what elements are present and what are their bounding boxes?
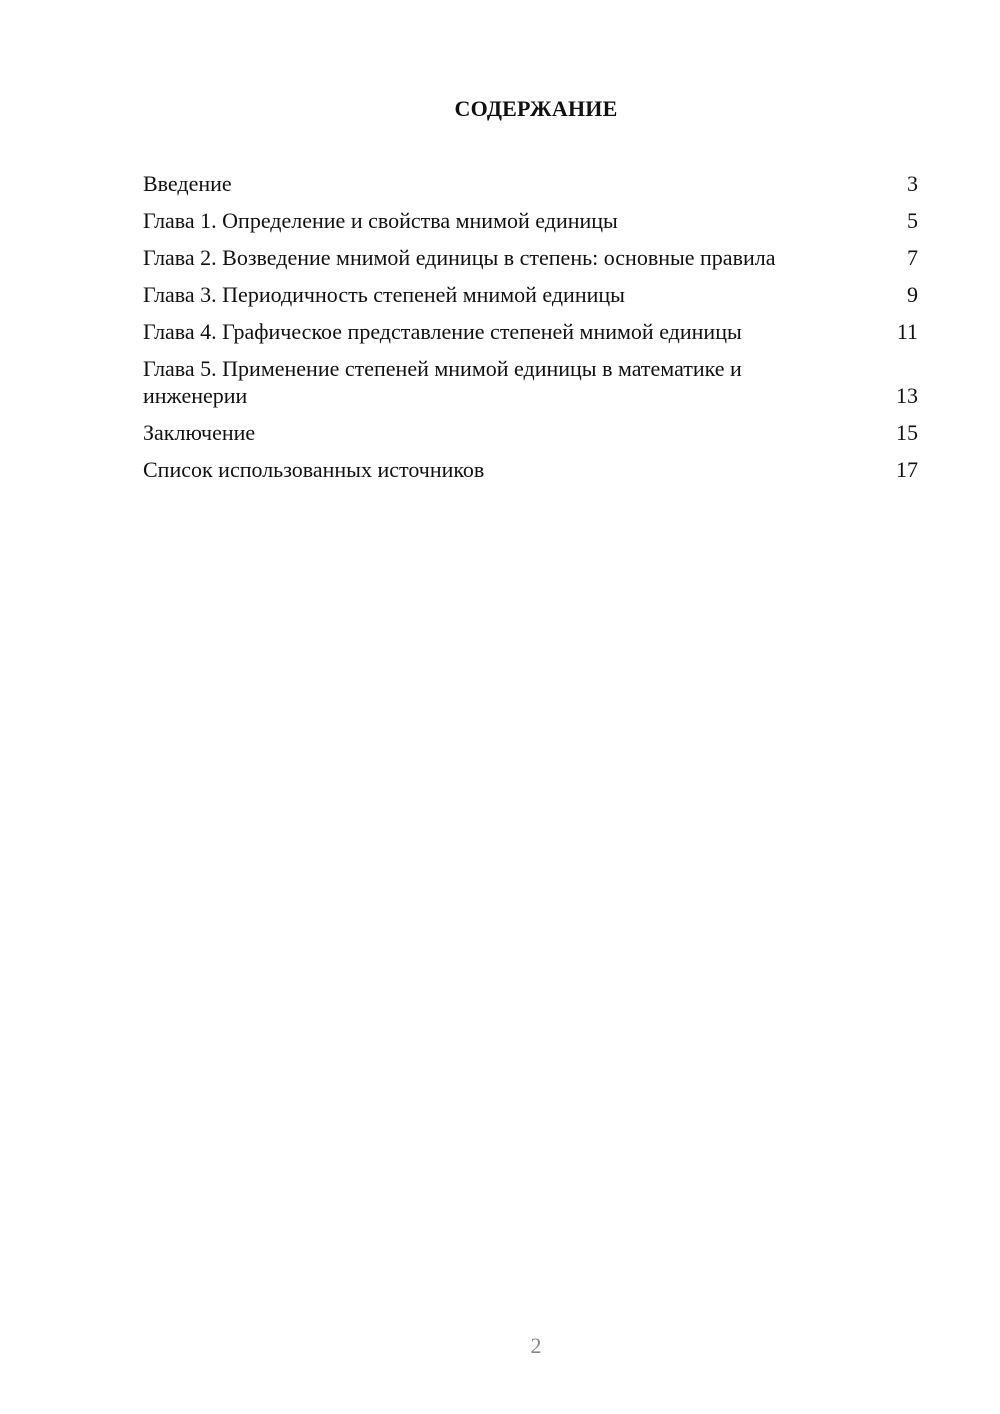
toc-entry-chapter-1 bbox=[143, 207, 918, 234]
toc-entry-page: 5 bbox=[907, 208, 918, 233]
toc-entry-page: 13 bbox=[896, 383, 918, 408]
toc-entry-chapter-5 bbox=[143, 355, 918, 409]
toc-entry-page: 7 bbox=[907, 245, 918, 270]
toc-entry-label: Глава 4. Графическое представление степеней мнимой единицы bbox=[143, 319, 742, 344]
table-of-contents bbox=[143, 170, 918, 493]
toc-entry-chapter-4 bbox=[143, 318, 918, 345]
toc-entry-label: Глава 5. Применение степеней мнимой единицы в математике и инженерии bbox=[143, 356, 742, 408]
page-number: 2 bbox=[530, 1333, 542, 1358]
toc-entry-label: Глава 2. Возведение мнимой единицы в степень: основные правила bbox=[143, 245, 776, 270]
toc-entry-introduction bbox=[143, 170, 918, 197]
toc-entry-label: Заключение bbox=[143, 420, 256, 445]
toc-entry-label: Список использованных источников bbox=[143, 457, 485, 482]
toc-entry-label: Глава 3. Периодичность степеней мнимой единицы bbox=[143, 282, 625, 307]
toc-entry-page: 9 bbox=[907, 282, 918, 307]
toc-entry-label: Глава 1. Определение и свойства мнимой единицы bbox=[143, 208, 618, 233]
toc-entry-chapter-3 bbox=[143, 281, 918, 308]
toc-entry-page: 17 bbox=[896, 457, 918, 482]
toc-entry-label: Введение bbox=[143, 171, 232, 196]
toc-entry-conclusion bbox=[143, 419, 918, 446]
toc-heading: СОДЕРЖАНИЕ bbox=[454, 96, 618, 121]
toc-entry-chapter-2 bbox=[143, 244, 918, 271]
toc-entry-references bbox=[143, 456, 918, 483]
toc-entry-page: 11 bbox=[896, 319, 918, 344]
toc-entry-page: 3 bbox=[907, 171, 918, 196]
toc-entry-page: 15 bbox=[896, 420, 918, 445]
